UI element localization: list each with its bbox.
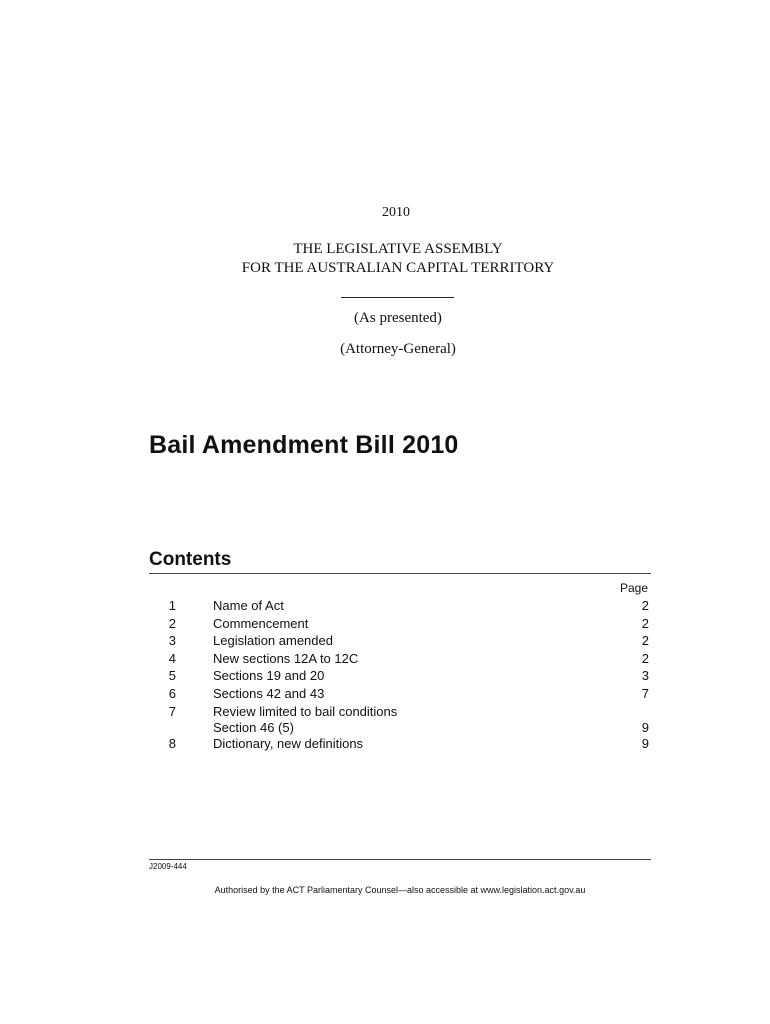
assembly-name (0, 240, 770, 278)
toc-title: Commencement (213, 616, 309, 631)
document-code: J2009-444 (149, 862, 187, 871)
toc-number: 4 (168, 651, 176, 666)
toc-item[interactable] (149, 704, 649, 738)
toc-title: Sections 42 and 43 (213, 686, 325, 701)
toc-title: New sections 12A to 12C (213, 651, 359, 666)
assembly-line-2: FOR THE AUSTRALIAN CAPITAL TERRITORY (241, 260, 555, 276)
toc-page: 2 (641, 633, 649, 648)
authorisation-note: Authorised by the ACT Parliamentary Counsel—also accessible at www.legislation.act.gov.au (214, 885, 586, 895)
toc-title-line: Review limited to bail conditions (213, 704, 398, 719)
toc-title (213, 704, 543, 736)
toc-number: 8 (168, 736, 176, 751)
page-column-label: Page (619, 581, 648, 595)
toc-number: 6 (168, 686, 176, 701)
toc-title: Name of Act (213, 598, 284, 613)
divider-short (341, 297, 454, 298)
toc-page: 3 (641, 668, 649, 683)
toc-title: Dictionary, new definitions (213, 736, 364, 751)
toc-number: 5 (168, 668, 176, 683)
footer-divider (149, 859, 651, 860)
toc-number: 3 (168, 633, 176, 648)
toc-page: 2 (641, 616, 649, 631)
toc-page: 2 (641, 598, 649, 613)
year: 2010 (382, 205, 410, 220)
assembly-line-1: THE LEGISLATIVE ASSEMBLY (293, 241, 503, 257)
toc-title: Sections 19 and 20 (213, 668, 325, 683)
toc-number: 1 (168, 598, 176, 613)
presenter-note: (Attorney-General) (340, 341, 456, 357)
toc-page: 9 (641, 736, 649, 751)
contents-divider (149, 573, 651, 574)
toc-number: 7 (168, 704, 176, 719)
contents-heading: Contents (149, 549, 232, 570)
bill-title: Bail Amendment Bill 2010 (149, 431, 459, 459)
toc-page: 9 (641, 720, 649, 735)
toc-number: 2 (168, 616, 176, 631)
presented-note: (As presented) (354, 310, 442, 326)
toc-subtitle-line: Section 46 (5) (213, 720, 294, 735)
toc-title: Legislation amended (213, 633, 333, 648)
toc-page: 2 (641, 651, 649, 666)
toc-page: 7 (641, 686, 649, 701)
